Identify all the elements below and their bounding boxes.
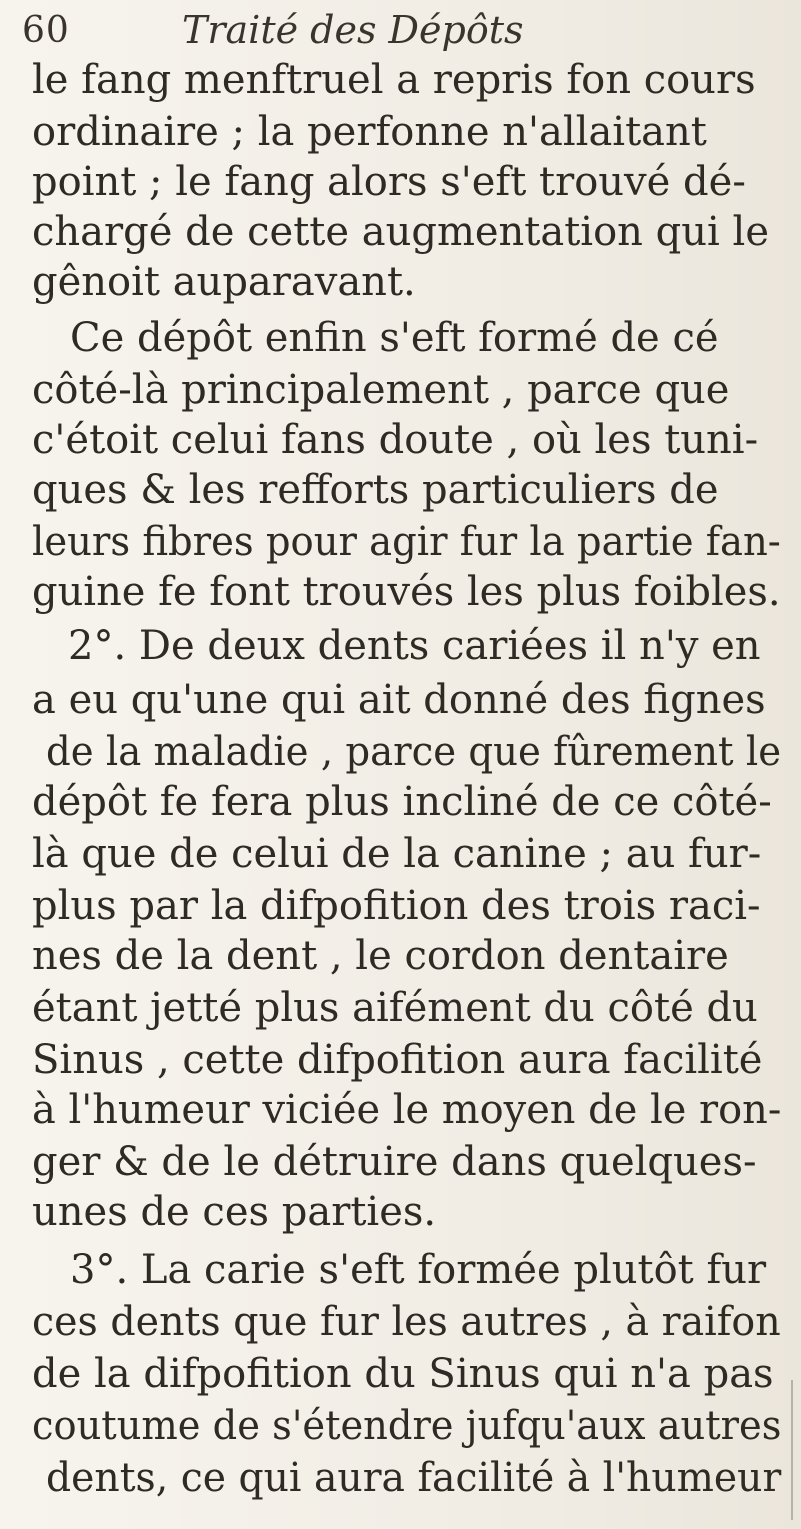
text-line: ces dents que fur les autres , à raifon [32,1299,781,1345]
text-line: guine fe font trouvés les plus foibles. [32,569,781,615]
text-line: unes de ces parties. [32,1189,437,1235]
page-header [22,10,782,54]
text-line: nes de la dent , le cordon dentaire [32,933,729,979]
text-line: là que de celui de la canine ; au fur- [32,831,762,877]
text-line: dents, ce qui aura facilité à l'humeur [46,1455,782,1501]
text-line: de la maladie , parce que fûrement le [46,729,782,775]
text-line: a eu qu'une qui ait donné des fignes [32,677,766,723]
text-line: de la difpofition du Sinus qui n'a pas [32,1351,774,1397]
text-line: point ; le fang alors s'eft trouvé dé- [32,159,746,205]
text-line: leurs fibres pour agir fur la partie fan- [32,519,781,565]
text-line: ordinaire ; la perfonne n'allaitant [32,109,707,155]
text-line: 2°. De deux dents cariées il n'y en [68,623,761,669]
gutter-edge [791,1380,793,1520]
text-line: Sinus , cette difpofition aura facilité [32,1037,763,1083]
text-line: c'étoit celui fans doute , où les tuni- [32,417,759,463]
text-line: 3°. La carie s'eft formée plutôt fur [70,1247,767,1293]
text-line: gênoit auparavant. [32,259,416,305]
page-number: 60 [22,10,70,51]
text-line: plus par la difpofition des trois raci- [32,883,761,929]
text-line: à l'humeur viciée le moyen de le ron- [32,1087,782,1133]
text-line: chargé de cette augmentation qui le [32,209,769,255]
text-line: Ce dépôt enfin s'eft formé de cé [70,315,719,361]
text-line: coutume de s'étendre jufqu'aux autres [32,1403,782,1449]
text-line: ger & de le détruire dans quelques- [32,1139,757,1185]
text-line: ques & les refforts particuliers de [32,467,719,513]
running-title: Traité des Dépôts [182,8,524,52]
text-line: étant jetté plus aifément du côté du [32,985,758,1031]
text-line: dépôt fe fera plus incliné de ce côté- [32,779,772,825]
text-line: côté-là principalement , parce que [32,367,730,413]
text-line: le fang menftruel a repris fon cours [32,57,756,103]
